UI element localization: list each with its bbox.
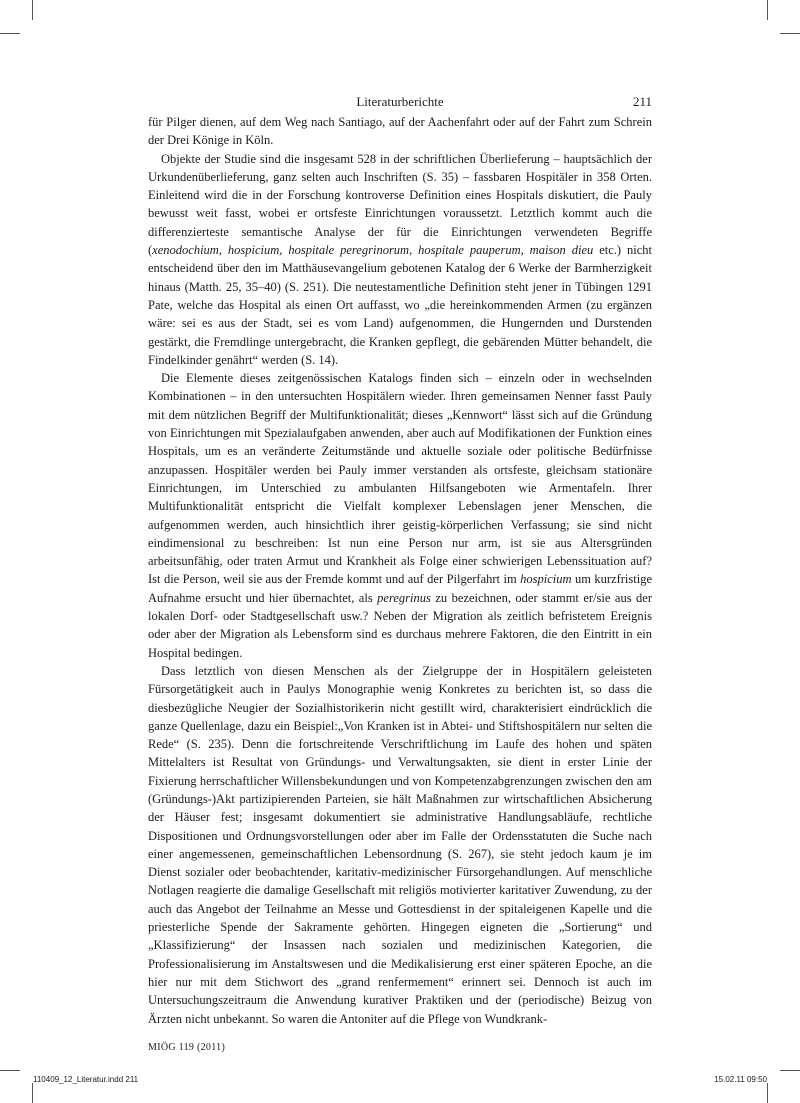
- body-paragraph: [148, 150, 652, 370]
- text-run: etc.) nicht entscheidend über den im Matthäusevangelium gebotenen Katalog der 6 Werke der Barmherzigkeit hinaus (Matth. 25, 35–40) (S. 251). Die neutestamentliche Definition steht jener in Tübingen 1291 Pate, welche das Hospital als einen Ort auffasst, wo „die hereinkommenden Armen (zu ergänzen wäre: sei es aus der Stadt, sei es vom Land) aufgenommen, die Hungernden und Durstenden gestärkt, die Fremdlinge untergebracht, die Kranken gepflegt, die gebärenden Mütter behandelt, die Findelkinder genährt“ werden (S. 14).: [148, 243, 652, 367]
- print-slug-file: 110409_12_Literatur.indd 211: [33, 1075, 139, 1084]
- running-title: Literaturberichte: [356, 94, 444, 109]
- italic-term: peregrinus: [377, 590, 431, 605]
- crop-mark-right-bottom: [780, 1070, 800, 1071]
- crop-mark-left-bottom: [0, 1070, 20, 1071]
- crop-mark-bottom-left: [32, 1083, 33, 1103]
- text-run: Dass letztlich von diesen Menschen als der Zielgruppe der in Hospitälern geleisteten Fürsorgetätigkeit auch in Paulys Monographie wenig Konkretes zu berichten ist, so dass die diesbezügliche Neugier der Sozialhistorikerin nicht gestillt wird, charakterisiert eindrücklich die ganze Quellenlage, dazu ein Beispiel:„Von Kranken ist in Abtei- und Stiftshospitälern nur selten die Rede“ (S. 235). Denn die fortschreitende Verschriftlichung im Laufe des hohen und späten Mittelalters ist Resultat von Gründungs- und Verwaltungsakten, sie dient in erster Linie der Fixierung herrschaftlicher Willensbekundungen und von Kompetenzabgrenzungen zwischen den am (Gründungs-)Akt partizipierenden Parteien, sie hält Maßnahmen zur wirtschaftlichen Absicherung der Häuser fest; insgesamt dokumentiert sie administrative Handlungsabläufe, rechtliche Dispositionen und Ordnungsvorstellungen oder aber im Falle der Ordensstatuten die Suche nach einer angemessenen, gemeinschaftlichen Lebensordnung (S. 267), sie steht jedoch kaum je im Dienst sozialer oder beobachtender, karitativ-medizinischer Fürsorgehandlungen. Auf menschliche Notlagen reagierte die damalige Gesellschaft mit religiös motivierter karitativer Zuwendung, zu der auch das Angebot der Teilnahme an Messe und Gottesdienst in der spitaleigenen Kapelle und die priesterliche Spende der Sakramente gehörten. Hingegen eigneten die „Sortierung“ und „Klassifizierung“ der Insassen nach sozialen und medizinischen Kategorien, die Professionalisierung im Anstaltswesen und die Medikalisierung erst einer späteren Epoche, an die hier nur mit dem Stichwort des „grand renfermement“ erinnert sei. Dennoch ist auch im Untersuchungszeitraum die Anwendung kurativer Praktiken und der (periodische) Beizug von Ärzten nicht unbekannt. So waren die Antoniter auf die Pflege von Wundkrank-: [148, 663, 652, 1026]
- crop-mark-right-top: [780, 33, 800, 34]
- text-run: zu bezeichnen, oder stammt er/sie aus der lokalen Dorf- oder Stadtgesellschaft usw.? Neben der Migration als zeitlich befristetem Ereignis oder aber der Migration als Lebensform sind es durchaus mehrere Faktoren, die den Eintritt in ein Hospital bedingen.: [148, 590, 652, 660]
- print-slug-date: 15.02.11 09:50: [714, 1075, 767, 1084]
- text-run: um kurzfristige Aufnahme ersucht und hier übernachtet, als: [148, 572, 652, 605]
- crop-mark-bottom-right: [767, 1083, 768, 1103]
- text-run: für Pilger dienen, auf dem Weg nach Santiago, auf der Aachenfahrt oder auf der Fahrt zum Schrein der Drei Könige in Köln.: [148, 115, 652, 148]
- body-paragraph: [148, 369, 652, 662]
- body-paragraph: [148, 662, 652, 1028]
- italic-term: hospicium: [520, 572, 572, 587]
- running-header: [148, 94, 652, 112]
- body-text: [148, 113, 652, 1028]
- crop-mark-left-top: [0, 33, 20, 34]
- text-run: Objekte der Studie sind die insgesamt 528 in der schriftlichen Überlieferung – hauptsächlich der Urkundenüberlieferung, ganz selten auch Inschriften (S. 35) – fassbaren Hospitäler in 358 Orten. Einleitend wird die in der Forschung kontroverse Definition eines Hospitals diskutiert, die Pauly bewusst weit fasst, wobei er ortsfeste Einrichtungen voraussetzt. Letztlich kommt auch die differenzierteste semantische Analyse der für die Einrichtungen verwendeten Begriffe (: [148, 151, 652, 258]
- crop-mark-top-left: [32, 0, 33, 20]
- journal-footer: MIÖG 119 (2011): [148, 1042, 226, 1053]
- italic-term: xenodochium, hospicium, hospitale peregrinorum, hospitale pauperum, maison dieu: [152, 243, 594, 258]
- text-run: Die Elemente dieses zeitgenössischen Katalogs finden sich – einzeln oder in wechselnden Kombinationen – in den untersuchten Hospitälern wieder. Ihren gemeinsamen Nenner fasst Pauly mit dem nützlichen Begriff der Multifunktionalität; dieses „Kennwort“ lässt sich auf die Gründung von Einrichtungen mit Spezialaufgaben anwenden, aber auch auf Modifikationen der Funktion eines Hospitals, um es an veränderte Zeitumstände und aktuelle soziale oder politische Bedürfnisse anzupassen. Hospitäler werden bei Pauly immer verstanden als ortsfeste, gleichsam stationäre Einrichtungen, im Unterschied zu ambulanten Hilfsangeboten wie Armentafeln. Ihrer Multifunktionalität entspricht die Vielfalt komplexer Lebenslagen jener Menschen, die aufgenommen werden, auch hinsichtlich ihrer geistig-körperlichen Verfassung; sie sind nicht eindimensional zu beschreiben: Ist nun eine Person nur arm, ist sie aus Altersgründen arbeitsunfähig, oder traten Armut und Krankheit als Folge einer schwierigen Lebenssituation auf? Ist die Person, weil sie aus der Fremde kommt und auf der Pilgerfahrt im: [148, 371, 652, 587]
- crop-mark-top-right: [767, 0, 768, 20]
- page-number: 211: [632, 94, 652, 109]
- body-paragraph: [148, 113, 652, 150]
